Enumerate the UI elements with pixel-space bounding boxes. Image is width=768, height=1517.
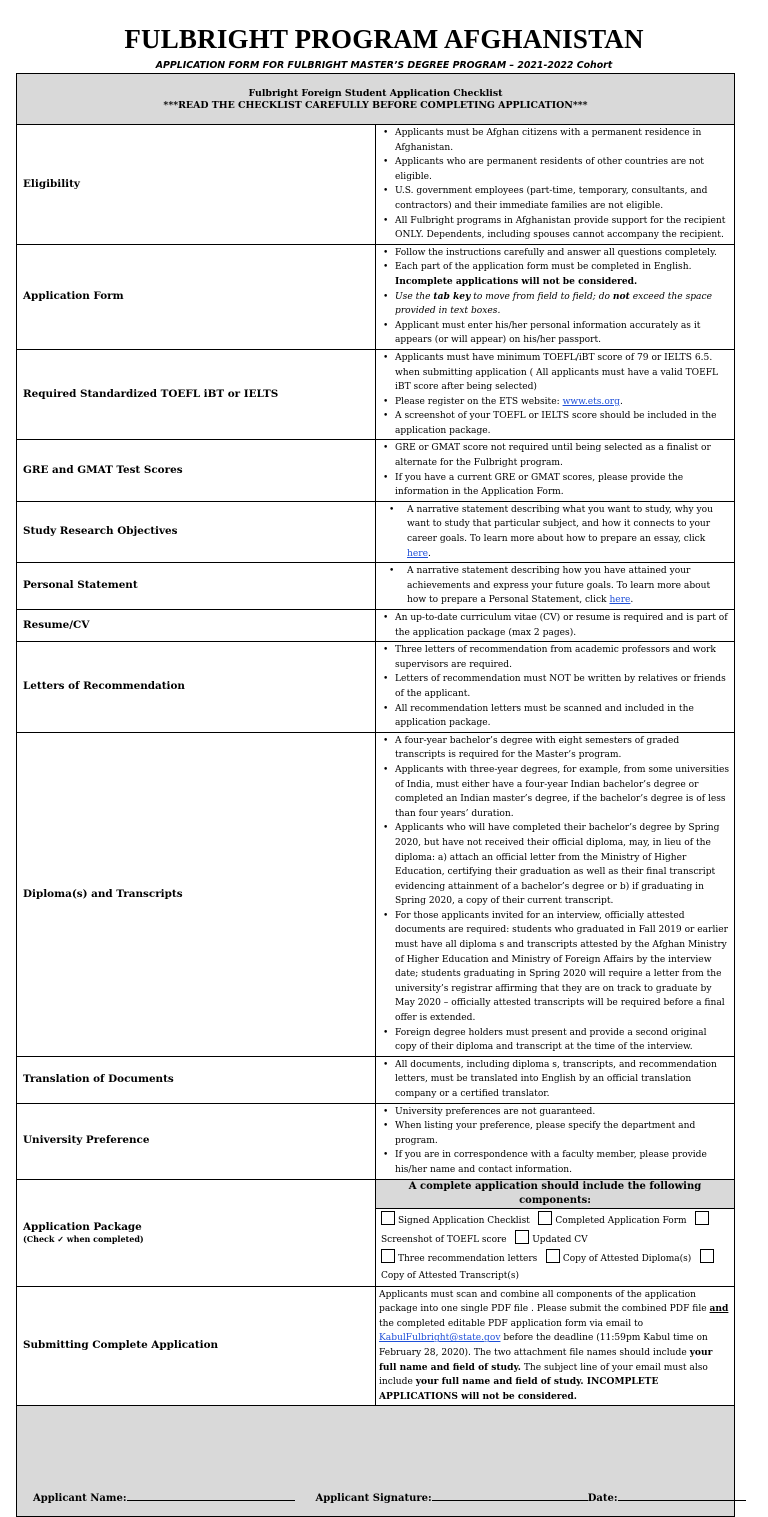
content-research: [376, 501, 735, 562]
applicant-name-label: Applicant Name:: [33, 1493, 127, 1505]
text: Use the: [395, 291, 434, 302]
list-item: • All Fulbright programs in Afghanistan provide support for the recipient ONLY. Dependents, including spouses cannot accompany the recipient.: [381, 214, 730, 243]
header-line-1: Fulbright Foreign Student Application Checklist: [248, 87, 503, 99]
list-item: [381, 260, 730, 289]
package-checks-row-2: [381, 1249, 730, 1285]
package-label-note: (Check ✓ when completed): [23, 1234, 144, 1245]
and-text: and: [709, 1303, 729, 1315]
list-item: • If you have a current GRE or GMAT scores, please provide the information in the Application Form.: [381, 471, 730, 500]
text: the completed editable PDF application form via email to: [379, 1318, 644, 1329]
content-tests: [376, 349, 735, 440]
header-row: [17, 74, 735, 125]
signature-area: [17, 1406, 735, 1517]
content-application-form: [376, 244, 735, 349]
bold-text: your full name and field of study. INCOMPLETE APPLICATIONS will not be considered.: [379, 1376, 659, 1402]
checkbox-label: Signed Application Checklist: [398, 1215, 530, 1226]
list-item: • A screenshot of your TOEFL or IELTS score should be included in the application package.: [381, 409, 730, 438]
label-gre: GRE and GMAT Test Scores: [17, 440, 376, 501]
row-letters: [17, 642, 735, 733]
tab-key-text: tab key: [433, 290, 471, 302]
personal-statement-here-link[interactable]: here: [609, 595, 631, 606]
package-label: Application Package: [23, 1220, 142, 1233]
list-item: • U.S. government employees (part-time, temporary, consultants, and contractors) and their immediate families are not eligible.: [381, 184, 730, 213]
signature-line: [17, 1493, 734, 1516]
row-personal: [17, 563, 735, 610]
row-translation: [17, 1056, 735, 1103]
package-heading: A complete application should include the following components:: [376, 1180, 734, 1209]
label-diploma: Diploma(s) and Transcripts: [17, 732, 376, 1056]
content-letters: [376, 642, 735, 733]
row-gre: [17, 440, 735, 501]
list-item: • Applicants who are permanent residents of other countries are not eligible.: [381, 155, 730, 184]
list-item: • Three letters of recommendation from academic professors and work supervisors are required.: [381, 643, 730, 672]
list-item: • When listing your preference, please specify the department and program.: [381, 1119, 730, 1148]
header-line-2: ***READ THE CHECKLIST CAREFULLY BEFORE COMPLETING APPLICATION***: [163, 100, 588, 111]
row-research: [17, 501, 735, 562]
list-item: [381, 290, 730, 319]
list-item: • All documents, including diploma s, transcripts, and recommendation letters, must be translated into English by an official translation company or a certified translator.: [381, 1058, 730, 1102]
label-package: [17, 1179, 376, 1286]
text: .: [619, 396, 623, 407]
text: The subject line of your email must also include: [379, 1362, 708, 1388]
row-diploma: [17, 732, 735, 1056]
checkbox-label: Screenshot of TOEFL score: [381, 1234, 507, 1245]
list-item: • Applicants with three-year degrees, for example, from some universities of India, must either have a four-year Indian bachelor’s degree or completed an Indian master’s degree, if the bachelor’s degree is of less than four years’ duration.: [381, 763, 730, 821]
content-resume: [376, 610, 735, 642]
checkbox-label: Updated CV: [532, 1234, 588, 1245]
row-application-form: [17, 244, 735, 349]
text: A narrative statement describing how you have attained your achievements and express your future goals. To learn more about how to prepare a Personal Statement, click: [407, 566, 711, 606]
label-university: University Preference: [17, 1103, 376, 1179]
content-eligibility: [376, 125, 735, 245]
content-package: [376, 1179, 735, 1286]
text: to move from field to field; do: [470, 291, 613, 302]
list-item: • GRE or GMAT score not required until being selected as a finalist or alternate for the Fulbright program.: [381, 441, 730, 470]
page-subtitle: APPLICATION FORM FOR FULBRIGHT MASTER’S DEGREE PROGRAM – 2021-2022 Cohort: [155, 60, 613, 71]
bold-text: your full name and field of study.: [379, 1346, 713, 1373]
label-translation: Translation of Documents: [17, 1056, 376, 1103]
text: exceed the space provided in text boxes.: [395, 291, 712, 317]
recommendation-letters-checkbox[interactable]: [381, 1249, 395, 1263]
list-item: • Foreign degree holders must present and provide a second original copy of their diploma and transcript at the time of the interview.: [381, 1026, 730, 1055]
list-item: • A four-year bachelor’s degree with eight semesters of graded transcripts is required for the Master’s program.: [381, 734, 730, 763]
text: Applicants must scan and combine all components of the application package into one single PDF file . Please submit the combined PDF file: [379, 1289, 710, 1315]
label-tests: Required Standardized TOEFL iBT or IELTS: [17, 349, 376, 440]
list-item: • University preferences are not guaranteed.: [381, 1105, 730, 1120]
list-item: [381, 395, 730, 410]
list-item: [381, 503, 730, 561]
row-eligibility: [17, 125, 735, 245]
toefl-screenshot-checkbox[interactable]: [695, 1211, 709, 1225]
list-item: • Applicant must enter his/her personal information accurately as it appears (or will appear) on his/her passport.: [381, 319, 730, 348]
list-item: • For those applicants invited for an interview, officially attested documents are required: students who graduated in Fall 2019 or earlier must have all diploma s and transcripts attested by the Afghan Ministry of Higher Education and Ministry of Foreign Affairs by the interview date; students graduating in Spring 2020 will require a letter from the university’s registrar affirming that they are on track to graduate by May 2020 – officially attested transcripts will be required before a final offer is extended.: [381, 909, 730, 1026]
updated-cv-checkbox[interactable]: [515, 1230, 529, 1244]
label-resume: Resume/CV: [17, 610, 376, 642]
date-label: Date:: [587, 1493, 618, 1505]
applicant-signature-field[interactable]: [432, 1500, 588, 1501]
applicant-signature-label: Applicant Signature:: [315, 1493, 432, 1505]
content-personal: [376, 563, 735, 610]
list-item: [381, 564, 730, 608]
label-letters: Letters of Recommendation: [17, 642, 376, 733]
signed-checklist-checkbox[interactable]: [381, 1211, 395, 1225]
row-submit: [17, 1286, 735, 1406]
list-item: • All recommendation letters must be scanned and included in the application package.: [381, 702, 730, 731]
list-item: • Letters of recommendation must NOT be written by relatives or friends of the applicant.: [381, 672, 730, 701]
row-university: [17, 1103, 735, 1179]
label-personal: Personal Statement: [17, 563, 376, 610]
not-text: not: [612, 290, 630, 302]
attested-diploma-checkbox[interactable]: [546, 1249, 560, 1263]
ets-link[interactable]: www.ets.org: [562, 396, 620, 407]
text: Please register on the ETS website:: [395, 396, 563, 407]
content-university: [376, 1103, 735, 1179]
list-item: • Applicants who will have completed their bachelor’s degree by Spring 2020, but have not received their official diploma, may, in lieu of the diploma: a) attach an official letter from the Ministry of Higher Education, certifying their graduation as well as their final transcript evidencing attainment of a bachelor’s degree or b) if graduating in Spring 2020, a copy of their current transcript.: [381, 821, 730, 909]
label-submit: Submitting Complete Application: [17, 1286, 376, 1406]
list-item: • Follow the instructions carefully and answer all questions completely.: [381, 246, 730, 261]
essay-here-link[interactable]: here: [407, 548, 428, 559]
list-item: • An up-to-date curriculum vitae (CV) or resume is required and is part of the application package (max 2 pages).: [381, 611, 730, 640]
row-tests: [17, 349, 735, 440]
email-link[interactable]: KabulFulbright@state.gov: [379, 1333, 501, 1344]
content-gre: [376, 440, 735, 501]
attested-transcript-checkbox[interactable]: [700, 1249, 714, 1263]
checkbox-label: Three recommendation letters: [398, 1253, 538, 1264]
text: A narrative statement describing what you want to study, why you want to study that particular subject, and how it connects to your career goals. To learn more about how to prepare an essay, click: [407, 504, 713, 545]
row-resume: [17, 610, 735, 642]
row-signature: [17, 1406, 735, 1517]
content-diploma: [376, 732, 735, 1056]
checklist-table: [16, 73, 735, 1517]
checkbox-label: Copy of Attested Diploma(s): [562, 1253, 692, 1264]
completed-form-checkbox[interactable]: [538, 1211, 552, 1225]
date-field[interactable]: [618, 1500, 746, 1501]
content-submit: [376, 1286, 735, 1406]
warning-text: Incomplete applications will not be considered.: [395, 275, 638, 287]
text: .: [427, 548, 431, 559]
list-item: • Applicants must be Afghan citizens with a permanent residence in Afghanistan.: [381, 126, 730, 155]
label-eligibility: Eligibility: [17, 125, 376, 245]
row-package: [17, 1179, 735, 1286]
checklist-header: [17, 74, 735, 125]
package-checks-row-1: [381, 1211, 730, 1249]
checkbox-label: Copy of Attested Transcript(s): [381, 1270, 520, 1281]
text: .: [630, 595, 634, 606]
list-item: • If you are in correspondence with a faculty member, please provide his/her name and contact information.: [381, 1148, 730, 1177]
content-translation: [376, 1056, 735, 1103]
list-item: • Applicants must have minimum TOEFL/iBT score of 79 or IELTS 6.5. when submitting application ( All applicants must have a valid TOEFL iBT score after being selected): [381, 351, 730, 395]
text: Each part of the application form must be completed in English.: [395, 262, 692, 273]
label-application-form: Application Form: [17, 244, 376, 349]
page-title: FULBRIGHT PROGRAM AFGHANISTAN: [124, 24, 644, 54]
label-research: Study Research Objectives: [17, 501, 376, 562]
text: before the deadline (11:59pm Kabul time on February 28, 2020). The two attachment file names should include: [379, 1333, 708, 1358]
checkbox-label: Completed Application Form: [555, 1215, 687, 1226]
applicant-name-field[interactable]: [127, 1500, 295, 1501]
